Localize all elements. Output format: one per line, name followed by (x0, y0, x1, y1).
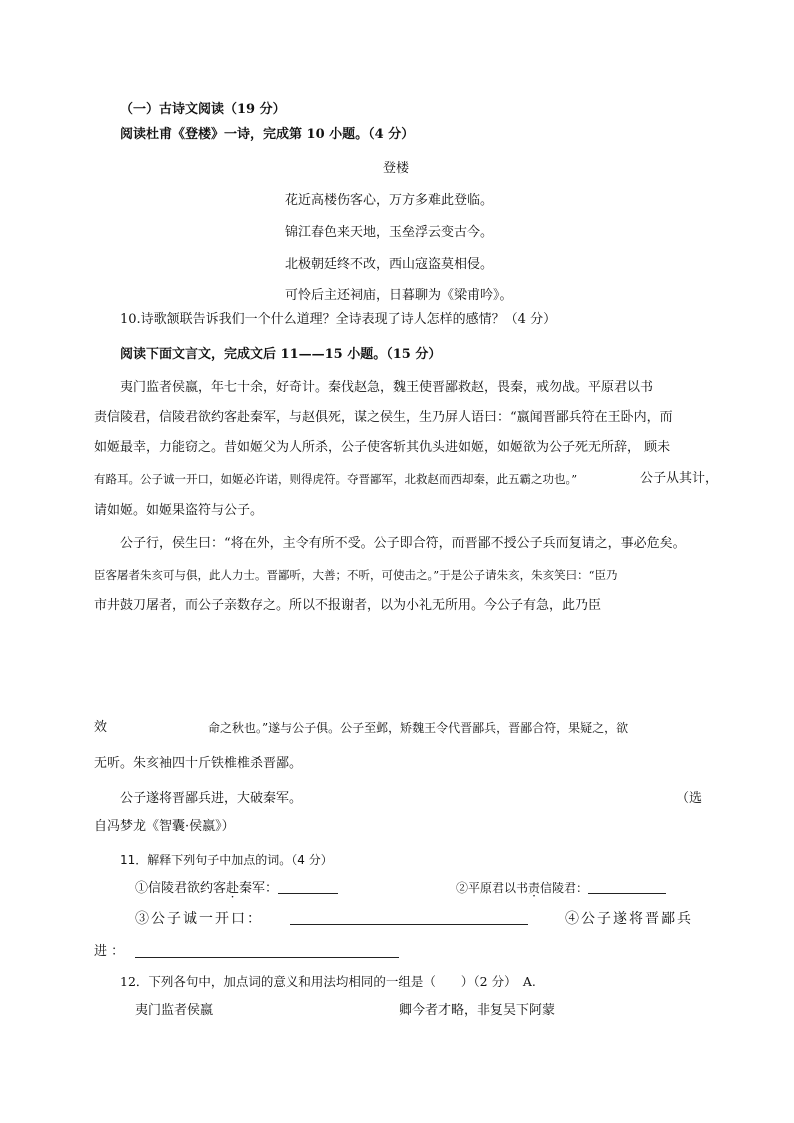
passage-line: 如姬最幸，力能窃之。昔如姬父为人所杀，公子使客斩其仇头进如姬，如姬欲为公子死无所辞， 顾未 (94, 440, 671, 455)
q11-item-2-post: 信陵君： (540, 881, 589, 895)
answer-blank[interactable] (135, 943, 399, 958)
passage-line: 市井鼓刀屠者，而公子亲数存之。所以不报谢者，以为小礼无所用。今公子有急，此乃臣 (94, 598, 602, 613)
poem-title: 登楼 (383, 161, 410, 176)
poem-task: 阅读杜甫《登楼》一诗，完成第 10 小题。（4 分） (120, 127, 415, 142)
answer-blank[interactable] (588, 879, 666, 894)
q11-item-3 (135, 910, 263, 928)
passage-line: 命之秋也。”遂与公子俱。公子至邺，矫魏王令代晋鄙兵，晋鄙合符，果疑之，欲 (208, 721, 629, 735)
q11-item-1 (135, 879, 338, 898)
passage-line: 公子遂将晋鄙兵进，大破秦军。 (120, 791, 303, 806)
dotted-word: 责 (528, 881, 541, 895)
passage-line: 请如姬。如姬果盗符与公子。 (94, 503, 264, 518)
q11-item-3-text: ③公子诚一开口： (135, 911, 263, 927)
q11-item-4: ④公子遂将晋鄙兵 (565, 911, 693, 927)
source-note: （选 (676, 791, 703, 806)
passage-line: 无听。朱亥袖四十斤铁椎椎杀晋鄙。 (94, 756, 303, 771)
question-12: 12．下列各句中，加点词的意义和用法均相同的一组是（ ）（2 分） A. (120, 974, 536, 989)
passage-line: 夷门监者侯嬴，年七十余，好奇计。秦伐赵急，魏王使晋鄙救赵，畏秦，戒勿战。平原君以书 (120, 380, 654, 395)
q11-item-1-pre: ①信陵君欲约客 (135, 881, 227, 896)
poem-line: 可怜后主还祠庙，日暮聊为《梁甫吟》。 (285, 288, 513, 303)
q11-item-4-cont: 进 ： (94, 944, 125, 959)
q12-option-a-right: 卿今者才略，非复吴下阿蒙 (399, 1003, 556, 1018)
q12-option-a-left: 夷门监者侯嬴 (135, 1003, 214, 1018)
poem-line: 花近高楼伤客心，万方多难此登临。 (285, 193, 494, 208)
dotted-word: 赴 (226, 881, 240, 896)
passage-line: 效 (94, 720, 108, 735)
poem-line: 锦江春色来天地，玉垒浮云变古今。 (285, 225, 494, 240)
q11-item-2-pre: ②平原君以书 (456, 881, 529, 895)
answer-blank[interactable] (290, 910, 528, 925)
passage-line: 责信陵君，信陵君欲约客赴秦军，与赵俱死，谋之侯生，生乃屏人语曰：“嬴闻晋鄙兵符在王卧内，而 (94, 410, 673, 425)
question-10: 10.诗歌颔联告诉我们一个什么道理？全诗表现了诗人怎样的感情？（4 分） (120, 312, 557, 327)
q11-item-2 (456, 879, 666, 897)
section-heading: （一）古诗文阅读（19 分） (120, 102, 286, 117)
passage-line: 公子从其计， (640, 471, 719, 486)
prose-task: 阅读下面文言文，完成文后 11——15 小题。（15 分） (120, 347, 442, 362)
passage-line: 臣客屠者朱亥可与俱，此人力士。晋鄙听，大善；不听，可使击之。”于是公子请朱亥，朱亥笑曰：“臣乃 (94, 568, 618, 582)
poem-line: 北极朝廷终不改，西山寇盗莫相侵。 (285, 257, 494, 272)
source-note: 自冯梦龙《智囊·侯嬴》） (94, 819, 235, 834)
q11-item-1-post: 秦军： (239, 881, 279, 896)
passage-line: 公子行，侯生曰：“将在外，主令有所不受。公子即合符，而晋鄙不授公子兵而复请之，事必危矣。 (120, 536, 686, 551)
question-11: 11．解释下列句子中加点的词。（4 分） (120, 853, 333, 867)
passage-line: 有路耳。公子诚一开口，如姬必许诺，则得虎符。夺晋鄙军，北救赵而西却秦，此五霸之功也。” (94, 472, 578, 486)
answer-blank[interactable] (278, 879, 338, 894)
